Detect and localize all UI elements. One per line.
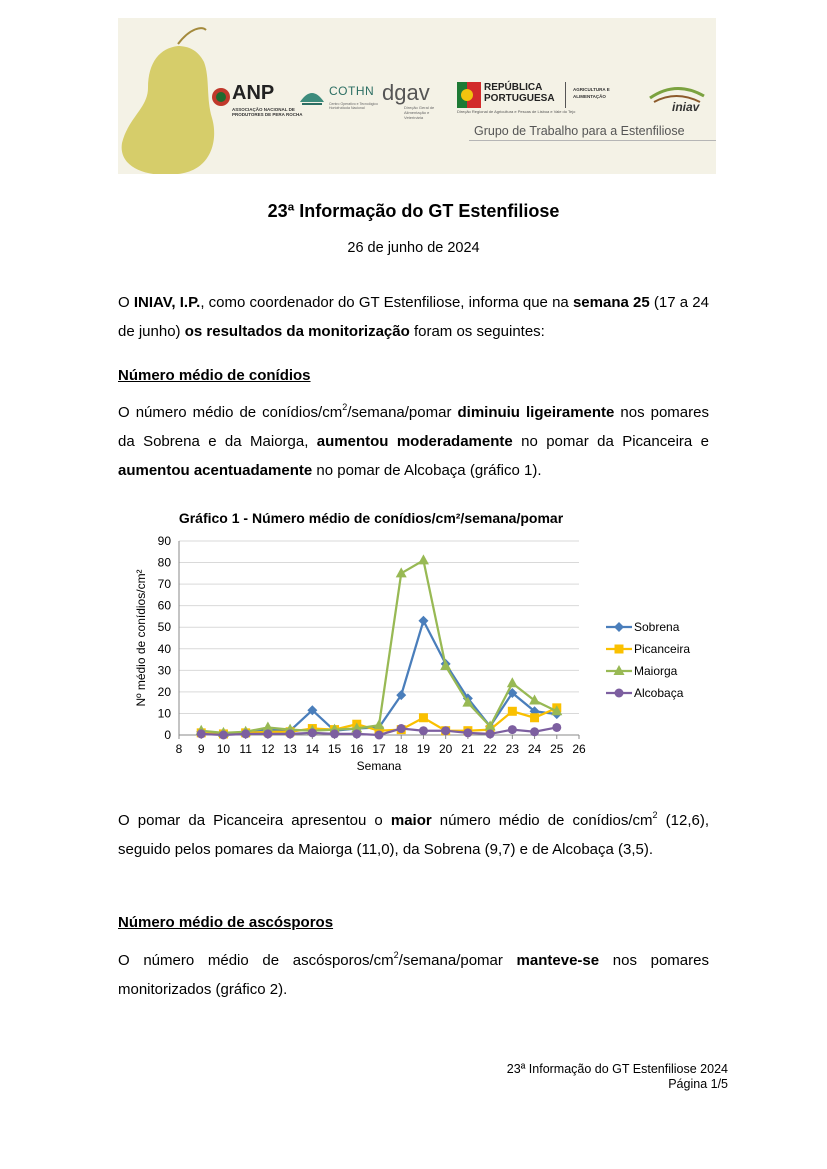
x-tick-label: 23	[505, 742, 520, 756]
y-tick-label: 80	[157, 555, 171, 570]
intro-text: (17 a 24 de junho)	[118, 294, 709, 340]
paragraph-text: no pomar da Picanceira e	[512, 433, 709, 450]
data-point-sobrena	[418, 616, 428, 626]
iniav-logo	[646, 80, 710, 130]
x-tick-label: 10	[216, 742, 231, 756]
document-date: 26 de junho de 2024	[347, 240, 480, 256]
intro-bold: semana 25	[572, 294, 650, 311]
x-tick-label: 12	[261, 742, 275, 756]
x-tick-label: 9	[197, 742, 205, 756]
dgav-logo-subtext: Direção Geral de Alimentação e Veterinária	[404, 105, 435, 120]
paragraph-text: número médio de conídios/cm	[431, 812, 653, 829]
paragraph-bold: aumentou moderadamente	[316, 433, 513, 450]
legend-label-maiorga: Maiorga	[634, 664, 678, 678]
data-point-alcobaca	[463, 728, 472, 737]
data-point-maiorga	[418, 554, 429, 564]
agricultura-logo-text: AGRICULTURA E ALIMENTAÇÃO	[573, 87, 610, 99]
x-tick-label: 21	[461, 742, 475, 756]
data-point-alcobaca	[552, 723, 561, 732]
group-name: Grupo de Trabalho para a Estenfiliose	[474, 124, 685, 138]
x-tick-label: 11	[239, 742, 252, 756]
x-tick-label: 22	[483, 742, 497, 756]
picanceira-paragraph	[118, 806, 709, 864]
cothn-logo-subtext: Centro Operativo e Tecnológico Hortofrutícola Nacional	[329, 102, 378, 110]
legend-marker-sobrena	[614, 622, 624, 632]
conidios-paragraph	[118, 398, 709, 485]
y-tick-label: 10	[157, 706, 171, 721]
x-tick-label: 15	[327, 742, 342, 756]
paragraph-text: (12,6), seguido pelos pomares da Maiorga (11,0), da Sobrena (9,7) e de Alcobaça (3,5).	[118, 812, 709, 858]
cothn-logo-text: COTHN	[329, 84, 375, 98]
data-point-alcobaca	[441, 726, 450, 735]
superscript: 2	[342, 402, 348, 412]
data-point-alcobaca	[530, 727, 539, 736]
cothn-logo	[298, 80, 383, 130]
data-point-picanceira	[530, 713, 539, 722]
section-heading-ascosporos: Número médio de ascósporos	[118, 914, 334, 931]
y-axis-label: Nº médio de conídios/cm²	[134, 569, 148, 707]
data-point-alcobaca	[197, 729, 206, 738]
data-point-alcobaca	[330, 729, 339, 738]
intro-text: foram os seguintes:	[409, 323, 545, 340]
x-tick-label: 19	[416, 742, 431, 756]
paragraph-bold: manteve-se	[516, 952, 600, 969]
x-tick-label: 24	[527, 742, 542, 756]
paragraph-text: O pomar da Picanceira apresentou o	[118, 812, 391, 829]
y-tick-label: 60	[157, 598, 171, 613]
data-point-alcobaca	[263, 729, 272, 738]
y-tick-label: 0	[164, 728, 171, 742]
y-tick-label: 90	[157, 534, 171, 548]
y-tick-label: 50	[157, 620, 171, 635]
footer-document-name: 23ª Informação do GT Estenfiliose 2024	[506, 1062, 728, 1076]
y-tick-label: 70	[157, 577, 171, 592]
legend-marker-alcobaca	[615, 689, 624, 698]
chart-title: Gráfico 1 - Número médio de conídios/cm²/semana/pomar	[178, 510, 564, 526]
paragraph-text: /semana/pomar	[398, 952, 517, 969]
intro-text: , como coordenador do GT Estenfiliose, informa que na	[200, 294, 573, 311]
paragraph-bold: maior	[390, 812, 432, 829]
x-axis-label: Semana	[356, 759, 402, 773]
x-tick-label: 8	[175, 742, 183, 756]
paragraph-text: nos pomares da Sobrena e da Maiorga,	[118, 404, 709, 450]
republica-logo-text: REPÚBLICA PORTUGUESA	[484, 82, 555, 104]
dgav-logo-text: dgav	[382, 80, 430, 105]
dgav-logo	[382, 80, 452, 130]
intro-paragraph	[118, 288, 709, 346]
x-tick-label: 16	[350, 742, 364, 756]
partner-logos	[210, 80, 710, 130]
y-tick-label: 40	[157, 641, 171, 656]
series-line-sobrena	[201, 621, 557, 734]
x-tick-label: 14	[305, 742, 320, 756]
iniav-logo-text: iniav	[672, 100, 700, 114]
x-tick-label: 17	[372, 742, 386, 756]
data-point-alcobaca	[375, 731, 384, 740]
data-point-alcobaca	[508, 725, 517, 734]
header-banner	[118, 18, 716, 174]
superscript: 2	[393, 950, 399, 960]
y-tick-label: 20	[157, 684, 171, 699]
x-tick-label: 20	[438, 742, 453, 756]
paragraph-bold: diminuiu ligeiramente	[457, 404, 615, 421]
data-point-alcobaca	[352, 729, 361, 738]
paragraph-text: O número médio de ascósporos/cm	[118, 952, 394, 969]
data-point-picanceira	[508, 707, 517, 716]
intro-bold: INIAV, I.P.	[133, 294, 201, 311]
page-footer	[507, 1062, 728, 1092]
data-point-alcobaca	[286, 729, 295, 738]
data-point-picanceira	[419, 713, 428, 722]
page-title: 23ª Informação do GT Estenfiliose	[267, 201, 560, 221]
paragraph-text: O número médio de conídios/cm	[118, 404, 343, 421]
x-tick-label: 26	[572, 742, 586, 756]
data-point-alcobaca	[397, 724, 406, 733]
legend-marker-picanceira	[615, 645, 624, 654]
paragraph-text: no pomar de Alcobaça (gráfico 1).	[312, 462, 542, 479]
legend-label-alcobaca: Alcobaça	[634, 686, 684, 700]
paragraph-text: /semana/pomar	[347, 404, 458, 421]
legend-label-sobrena: Sobrena	[634, 620, 680, 634]
intro-text: O	[118, 294, 134, 311]
y-tick-label: 30	[157, 663, 171, 678]
chart-conidios	[128, 504, 708, 784]
paragraph-text: nos pomares monitorizados (gráfico 2).	[118, 952, 709, 998]
republica-portuguesa-logo	[457, 80, 637, 130]
paragraph-bold: aumentou acentuadamente	[118, 462, 313, 479]
data-point-maiorga	[507, 677, 518, 687]
superscript: 2	[652, 810, 658, 820]
footer-page-number: Página 1/5	[668, 1077, 728, 1091]
data-point-alcobaca	[419, 726, 428, 735]
data-point-alcobaca	[219, 731, 228, 740]
data-point-maiorga	[529, 695, 540, 705]
ascosporos-paragraph	[118, 946, 709, 1004]
x-tick-label: 13	[283, 742, 297, 756]
data-point-maiorga	[440, 660, 451, 670]
group-underline	[469, 140, 716, 141]
x-tick-label: 25	[550, 742, 564, 756]
data-point-alcobaca	[486, 729, 495, 738]
data-point-alcobaca	[308, 728, 317, 737]
legend-label-picanceira: Picanceira	[634, 642, 691, 656]
data-point-alcobaca	[241, 729, 250, 738]
republica-logo-subtext: Direção Regional de Agricultura e Pescas de Lisboa e Vale do Tejo	[457, 109, 576, 114]
anp-logo-text: ANP	[232, 82, 275, 104]
intro-bold: os resultados da monitorização	[184, 323, 410, 340]
x-tick-label: 18	[394, 742, 408, 756]
anp-logo-subtext: ASSOCIAÇÃO NACIONAL DE PRODUTORES DE PERA ROCHA	[232, 107, 303, 117]
section-heading-conidios: Número médio de conídios	[118, 367, 311, 384]
